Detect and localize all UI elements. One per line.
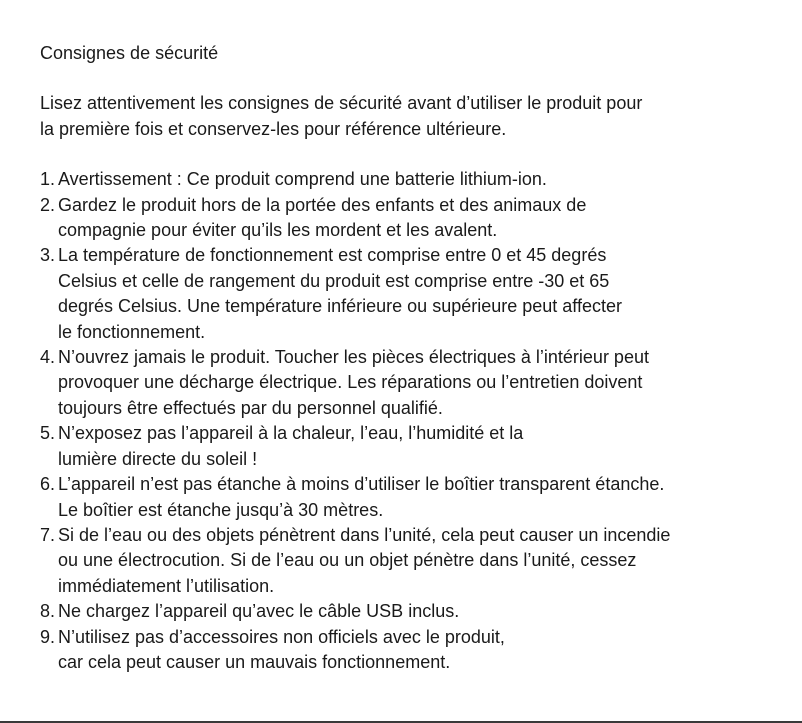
item-line: car cela peut causer un mauvais fonctionnement.	[58, 651, 451, 672]
item-line: degrés Celsius. Une température inférieure ou supérieure peut affecter	[58, 296, 622, 317]
list-item	[40, 599, 790, 624]
item-number: 1.	[40, 169, 56, 190]
item-line: immédiatement l’utilisation.	[58, 575, 275, 596]
item-number: 8.	[40, 601, 56, 622]
item-line: Avertissement : Ce produit comprend une batterie lithium-ion.	[58, 169, 547, 190]
list-item	[40, 193, 790, 244]
list-item	[40, 345, 790, 421]
list-item	[40, 625, 790, 676]
item-line: provoquer une décharge électrique. Les réparations ou l’entretien doivent	[58, 372, 643, 393]
list-item	[40, 472, 790, 523]
item-number: 2.	[40, 194, 56, 215]
item-number: 4.	[40, 347, 56, 368]
item-line: Ne chargez l’appareil qu’avec le câble USB inclus.	[58, 601, 460, 622]
item-line: le fonctionnement.	[58, 321, 206, 342]
item-line: L’appareil n’est pas étanche à moins d’utiliser le boîtier transparent étanche.	[58, 474, 665, 495]
item-number: 5.	[40, 423, 56, 444]
item-line: lumière directe du soleil !	[58, 448, 258, 469]
item-number: 6.	[40, 474, 56, 495]
item-line: compagnie pour éviter qu’ils les mordent et les avalent.	[58, 220, 498, 241]
item-line: Gardez le produit hors de la portée des enfants et des animaux de	[58, 194, 587, 215]
item-line: N’utilisez pas d’accessoires non officiels avec le produit,	[58, 626, 505, 647]
item-line: La température de fonctionnement est comprise entre 0 et 45 degrés	[58, 245, 607, 266]
item-number: 3.	[40, 245, 56, 266]
item-line: Celsius et celle de rangement du produit est comprise entre -30 et 65	[58, 270, 610, 291]
intro-line: la première fois et conservez-les pour référence ultérieure.	[40, 118, 507, 139]
item-line: N’ouvrez jamais le produit. Toucher les pièces électriques à l’intérieur peut	[58, 347, 649, 368]
item-line: toujours être effectués par du personnel qualifié.	[58, 397, 443, 418]
list-item	[40, 421, 790, 472]
item-number: 9.	[40, 626, 56, 647]
list-item	[40, 167, 790, 192]
intro-line: Lisez attentivement les consignes de sécurité avant d’utiliser le produit pour	[40, 93, 643, 114]
intro-paragraph	[40, 91, 790, 142]
list-item	[40, 523, 790, 599]
item-line: Si de l’eau ou des objets pénètrent dans l’unité, cela peut causer un incendie	[58, 524, 671, 545]
safety-document	[40, 41, 790, 675]
list-item	[40, 243, 790, 345]
item-line: N’exposez pas l’appareil à la chaleur, l’eau, l’humidité et la	[58, 423, 524, 444]
page-title: Consignes de sécurité	[40, 43, 219, 63]
safety-list	[40, 167, 790, 675]
item-line: ou une électrocution. Si de l’eau ou un objet pénètre dans l’unité, cessez	[58, 550, 637, 571]
item-line: Le boîtier est étanche jusqu’à 30 mètres.	[58, 499, 384, 520]
item-number: 7.	[40, 524, 56, 545]
